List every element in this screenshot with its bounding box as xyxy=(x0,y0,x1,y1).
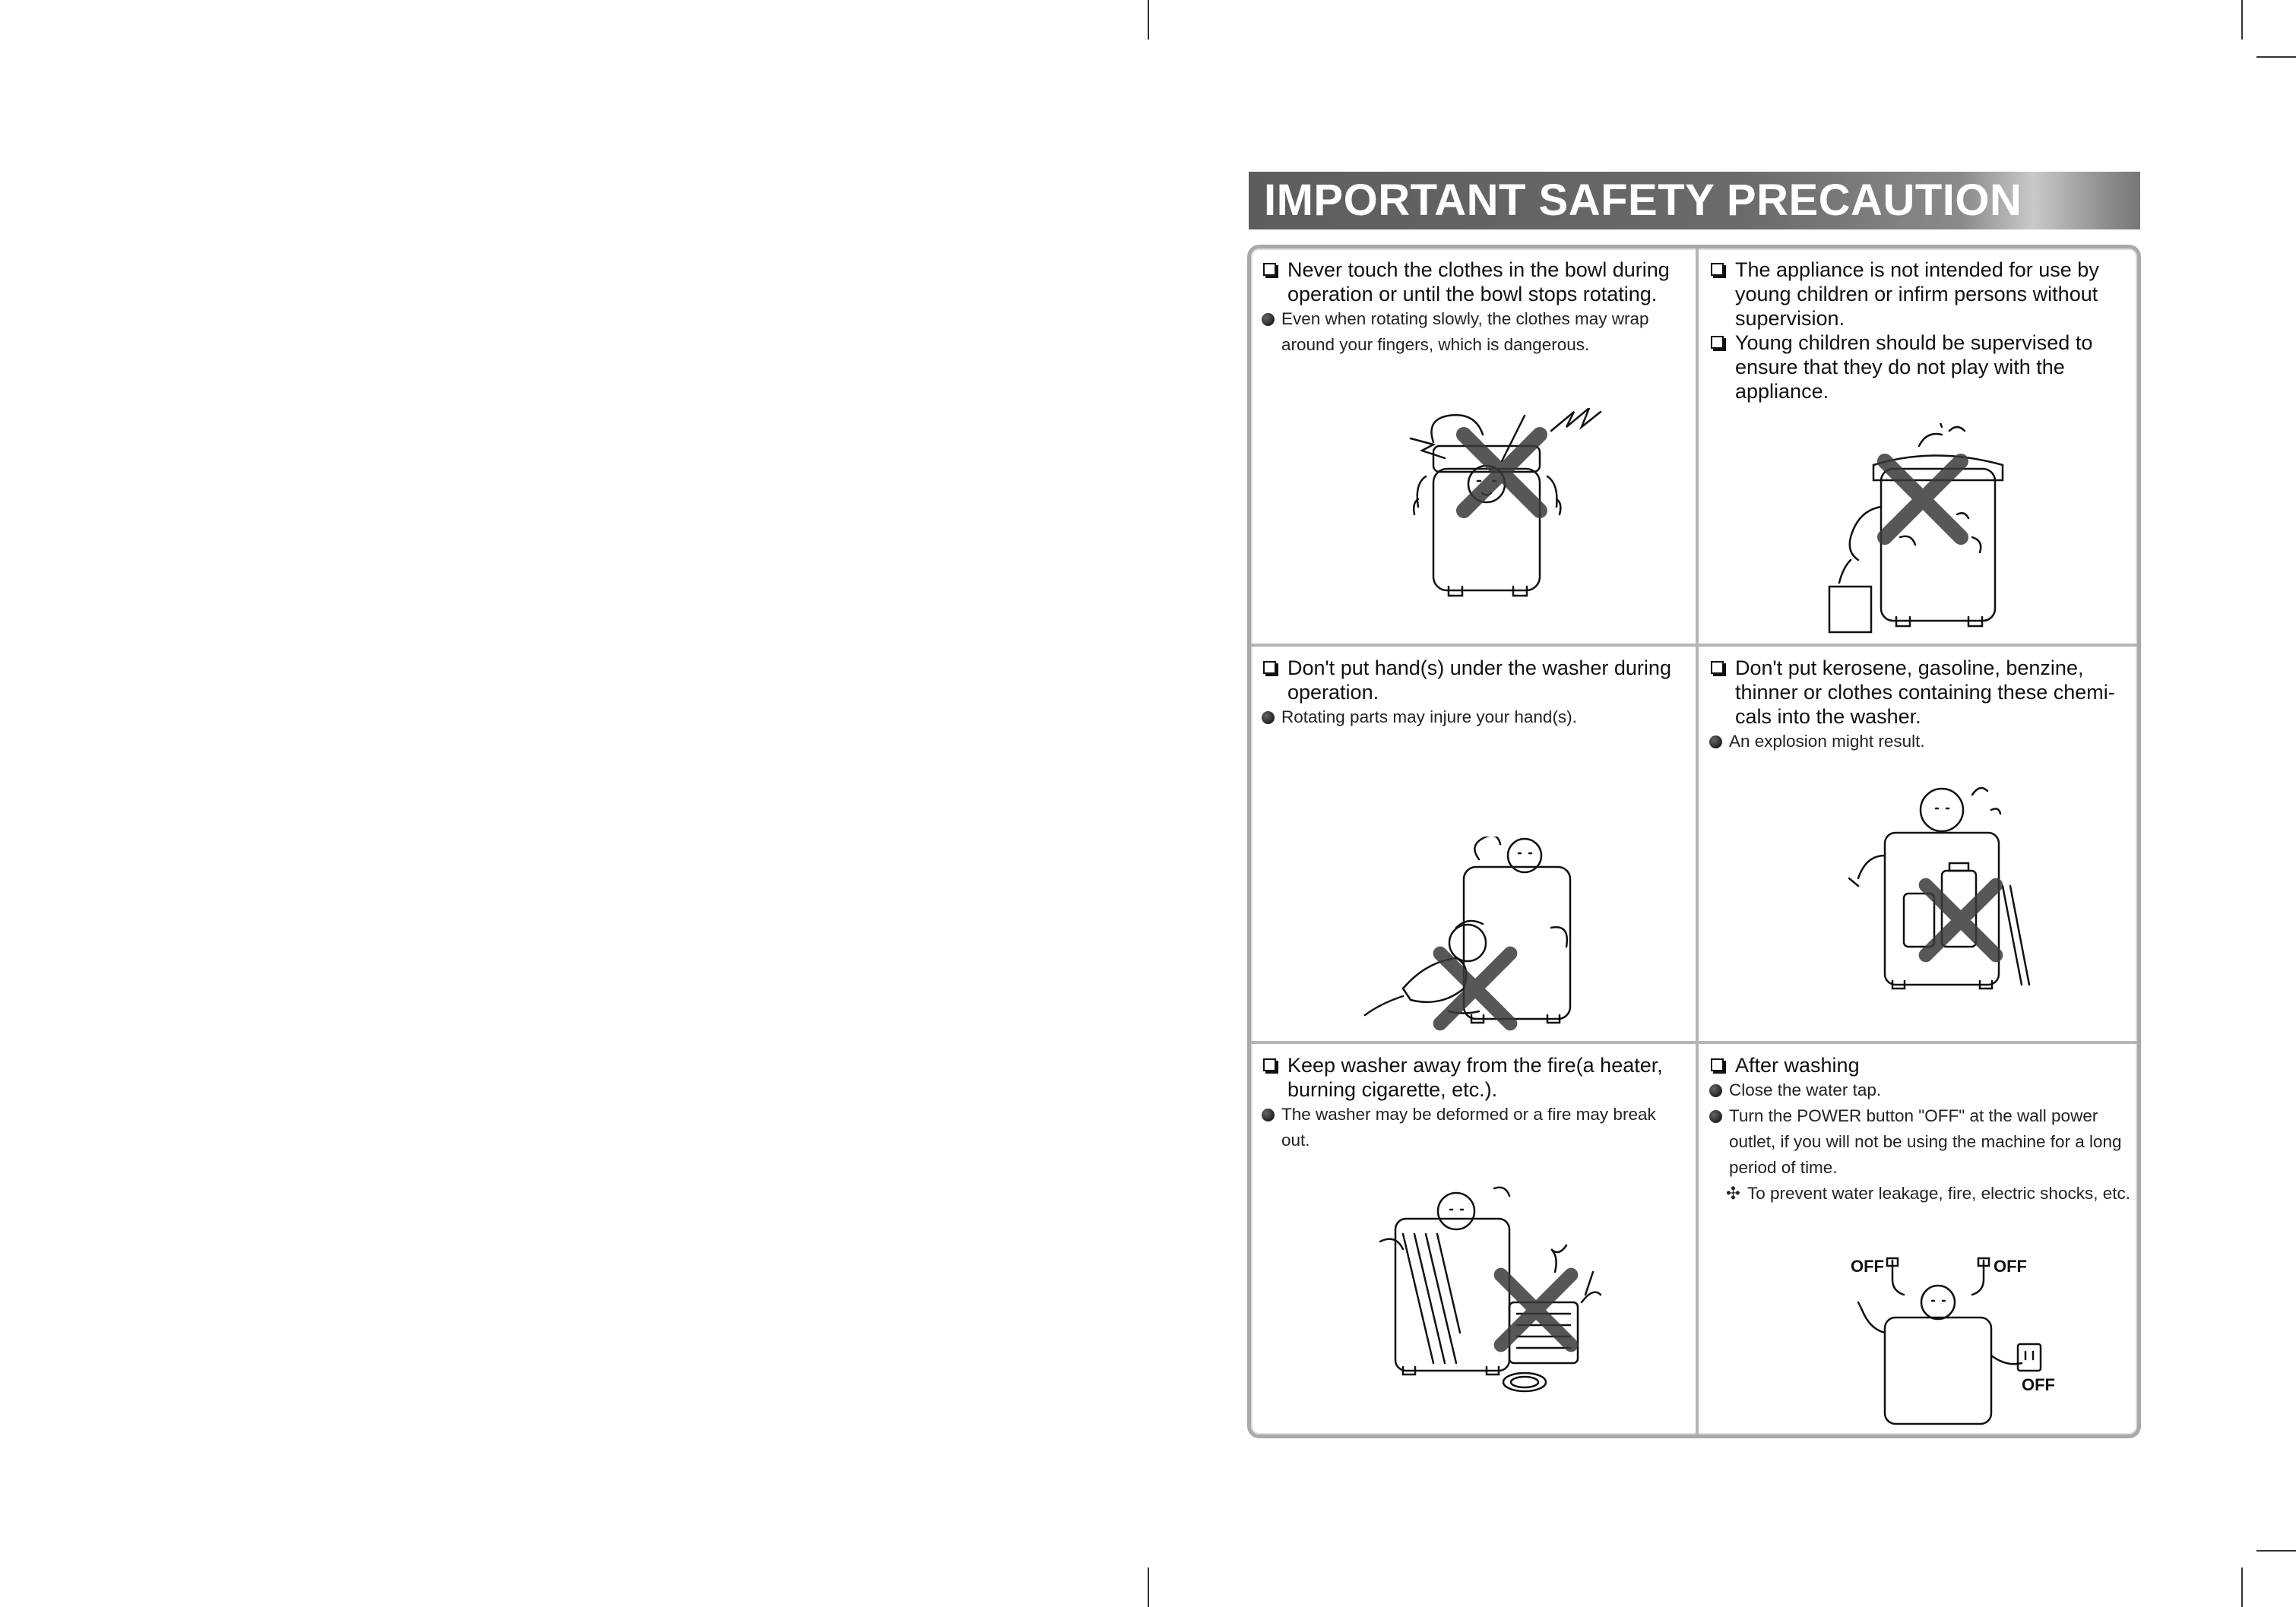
bullet-icon xyxy=(1709,1110,1722,1123)
crop-mark xyxy=(1148,0,1149,40)
bullet-text: Close the water tap. xyxy=(1729,1080,1882,1099)
page-title: IMPORTANT SAFETY PRECAUTION xyxy=(1264,176,2022,225)
checkbox-icon xyxy=(1711,336,1724,349)
crop-mark xyxy=(2241,1567,2243,1607)
item-text: Keep washer away from the fire(a heater, burning cigarette, etc.). xyxy=(1287,1054,1663,1101)
checkbox-icon xyxy=(1711,1058,1724,1071)
note-symbol: ✣ xyxy=(1726,1184,1740,1203)
precaution-item xyxy=(1709,1053,2132,1077)
precaution-bullet xyxy=(1709,1103,2132,1181)
precaution-bullet xyxy=(1709,729,2132,754)
bullet-text: An explosion might result. xyxy=(1729,732,1925,751)
item-text: Don't put kerosene, gasoline, benzine, thinner or clothes containing these chemi-cals into the washer. xyxy=(1735,656,2115,728)
precaution-bullet xyxy=(1262,1102,1686,1153)
crop-mark xyxy=(2241,0,2243,40)
precaution-cell-bowl xyxy=(1251,248,1696,644)
bullet-icon xyxy=(1709,735,1722,748)
prohibited-x-icon xyxy=(1430,943,1521,1034)
item-text: The appliance is not intended for use by young children or infirm persons without supervision. xyxy=(1735,258,2099,330)
note-text: To prevent water leakage, fire, electric shocks, etc. xyxy=(1747,1184,2130,1203)
precaution-bullet xyxy=(1262,704,1686,730)
bullet-text: The washer may be deformed or a fire may break out. xyxy=(1281,1105,1656,1150)
checkbox-icon xyxy=(1711,661,1724,674)
bullet-text: Even when rotating slowly, the clothes may wrap around your fingers, which is dangerous. xyxy=(1281,309,1649,354)
bullet-icon xyxy=(1262,313,1275,326)
checkbox-icon xyxy=(1263,263,1276,276)
crop-mark xyxy=(2256,56,2296,58)
precaution-cell-after-washing xyxy=(1699,1044,2141,1438)
washer-near-heater-illustration xyxy=(1373,1181,1608,1401)
precaution-note xyxy=(1709,1181,2132,1207)
off-label-plug: OFF xyxy=(2022,1375,2055,1394)
bullet-icon xyxy=(1709,1084,1722,1097)
precaution-bullet xyxy=(1709,1077,2132,1103)
bullet-icon xyxy=(1262,711,1275,724)
title-banner xyxy=(1249,172,2140,229)
bullet-icon xyxy=(1262,1109,1275,1121)
prohibited-x-icon xyxy=(1915,875,2006,966)
child-climbing-illustration xyxy=(1828,423,2025,636)
child-at-bowl-illustration xyxy=(1388,408,1608,606)
precaution-item xyxy=(1709,331,2132,403)
precaution-item xyxy=(1262,1053,1686,1102)
chemicals-illustration xyxy=(1843,780,2041,1000)
off-label-left-tap: OFF xyxy=(1851,1257,1884,1276)
item-text: Young children should be supervised to ensure that they do not play with the appliance. xyxy=(1735,331,2093,403)
precaution-cell-fire xyxy=(1251,1044,1696,1438)
precaution-item xyxy=(1709,258,2132,331)
crop-mark xyxy=(1148,1567,1149,1607)
precaution-bullet xyxy=(1262,306,1686,358)
precaution-item xyxy=(1709,656,2132,729)
taps-and-plug-off-illustration xyxy=(1828,1257,2056,1431)
precaution-item xyxy=(1262,258,1686,306)
crop-mark xyxy=(2256,1550,2296,1552)
prohibited-x-icon xyxy=(1452,423,1551,522)
bullet-text: Rotating parts may injure your hand(s). xyxy=(1281,707,1577,726)
precaution-cell-children xyxy=(1699,248,2141,644)
prohibited-x-icon xyxy=(1490,1264,1582,1356)
precaution-cell-chemicals xyxy=(1699,647,2141,1041)
precaution-grid xyxy=(1247,245,2141,1438)
checkbox-icon xyxy=(1263,661,1276,674)
child-under-washer-illustration xyxy=(1357,837,1608,1034)
prohibited-x-icon xyxy=(1873,450,1972,549)
bullet-text: Turn the POWER button "OFF" at the wall power outlet, if you will not be using the machine for a long period of time. xyxy=(1729,1106,2122,1177)
precaution-cell-hands xyxy=(1251,647,1696,1041)
item-text: Don't put hand(s) under the washer during operation. xyxy=(1287,656,1671,704)
checkbox-icon xyxy=(1711,263,1724,276)
item-text: Never touch the clothes in the bowl during operation or until the bowl stops rotating. xyxy=(1287,258,1670,305)
item-text: After washing xyxy=(1735,1054,1860,1077)
off-label-right-tap: OFF xyxy=(1994,1257,2027,1276)
checkbox-icon xyxy=(1263,1058,1276,1071)
precaution-item xyxy=(1262,656,1686,704)
